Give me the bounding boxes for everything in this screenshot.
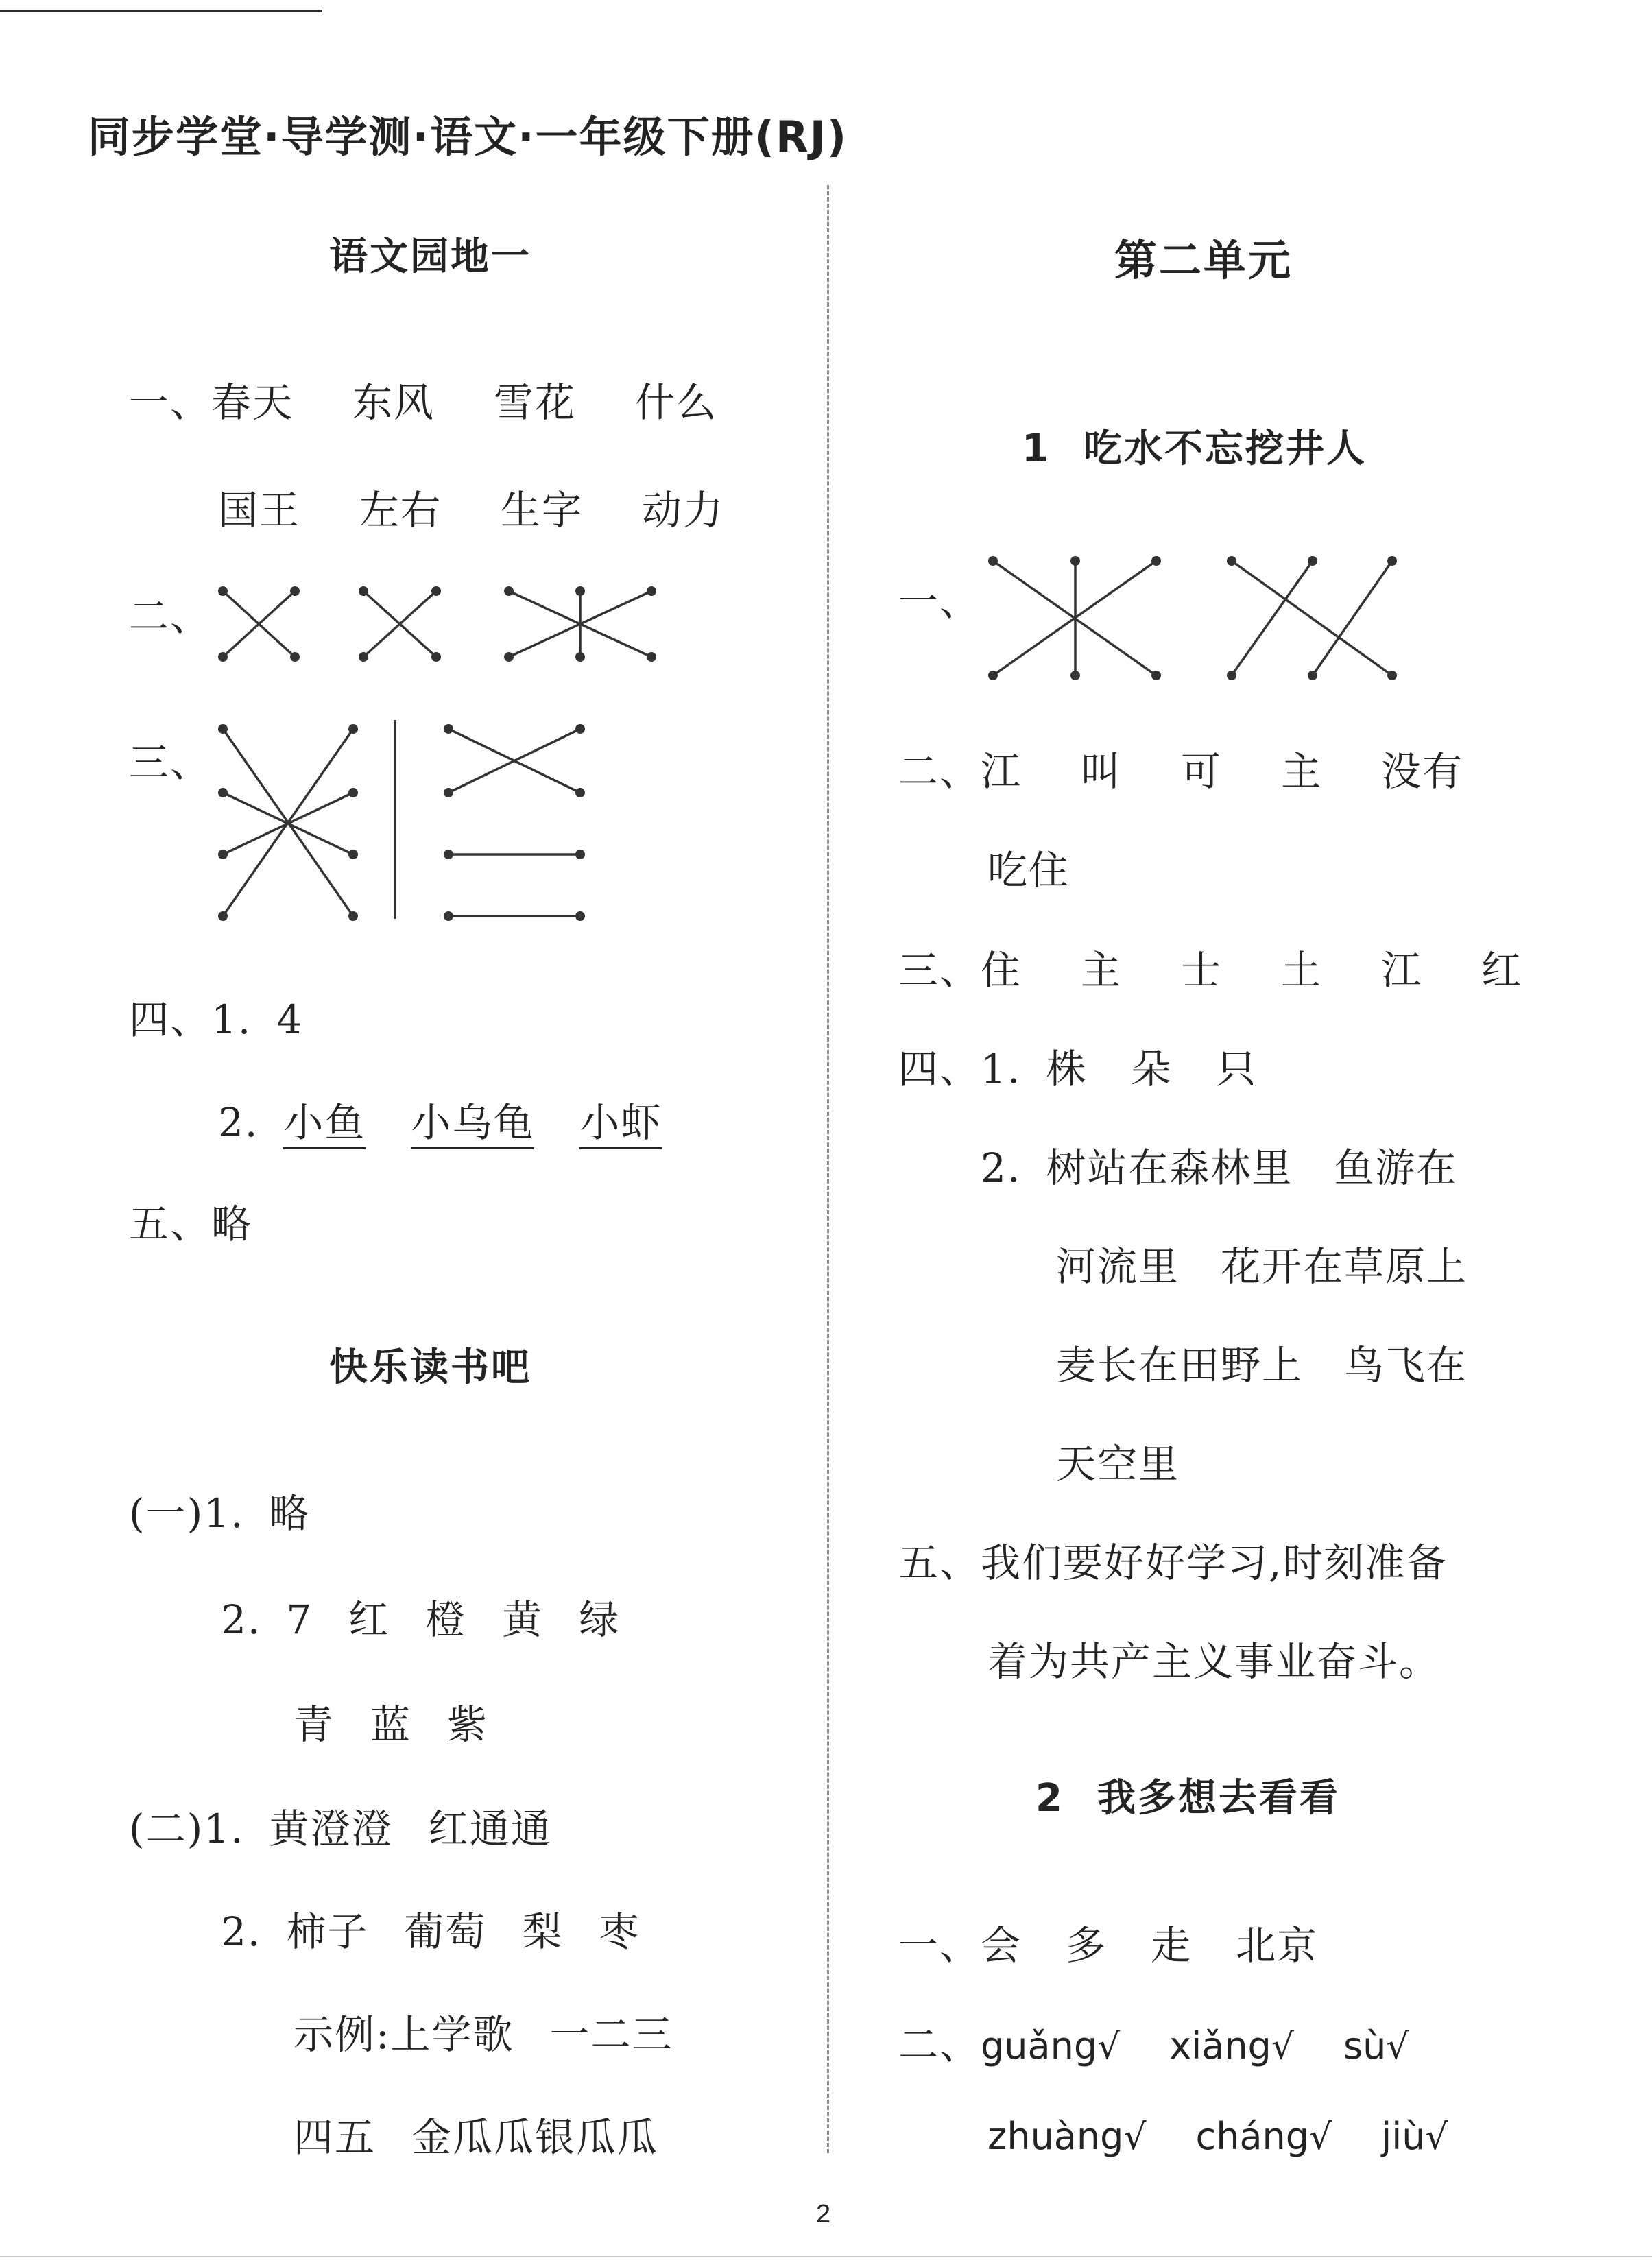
word: 左右	[359, 487, 442, 533]
sentence-line: 树站在森林里 鱼游在	[1046, 1144, 1458, 1191]
underlined-word: 小鱼	[283, 1099, 366, 1149]
part-label: (二)	[129, 1806, 204, 1852]
page-number: 2	[816, 2200, 831, 2229]
item-num: 2.	[221, 1596, 262, 1643]
word: 黄	[502, 1596, 544, 1643]
word: 雪花	[494, 379, 577, 426]
item-num: 1.	[981, 1046, 1022, 1092]
check-icon: √	[1097, 2026, 1122, 2067]
q-label: 三、	[898, 947, 981, 994]
q-label: 二、	[898, 2022, 981, 2068]
check-icon: √	[1386, 2026, 1411, 2067]
q-label: 一、	[129, 379, 212, 426]
underlined-word: 小虾	[579, 1099, 662, 1149]
word: 蓝	[370, 1701, 412, 1748]
answer: 略	[211, 1201, 253, 1247]
lesson2-title	[1036, 1768, 1340, 1823]
l1-q5-line2: 着为共产主义事业奋斗。	[987, 1638, 1441, 1685]
lesson-number: 1	[1022, 427, 1051, 471]
word: 会	[981, 1922, 1022, 1969]
word: 红	[1481, 947, 1523, 994]
word: 走	[1151, 1922, 1193, 1969]
item-num: 1.	[204, 1806, 245, 1852]
q-label: 二、	[898, 748, 981, 795]
section-title-yuwen-yuandi: 语文园地一	[329, 235, 531, 279]
l1-q4-item1	[898, 1037, 1332, 1094]
bottom-rule	[0, 2256, 1652, 2257]
pinyin: jiù	[1381, 2115, 1426, 2158]
word: 没有	[1381, 748, 1464, 795]
word: 什么	[635, 379, 718, 426]
s1-q3-label: 三、	[129, 739, 212, 786]
l2-q2-row2	[987, 2112, 1450, 2159]
word: 葡萄	[404, 1908, 487, 1955]
word: 朵	[1131, 1046, 1173, 1092]
q-label: 五、	[129, 1201, 212, 1247]
word: 只	[1216, 1046, 1258, 1092]
example-text: 示例:上学歌	[294, 2011, 514, 2058]
item-num: 2.	[981, 1144, 1022, 1191]
word: 黄澄澄	[269, 1806, 393, 1852]
item-num: 1.	[211, 996, 252, 1043]
l1-q2-row2: 吃住	[987, 847, 1070, 893]
check-icon: √	[1425, 2117, 1450, 2158]
l1-q3-row1	[898, 938, 1522, 996]
pinyin: cháng	[1195, 2115, 1310, 2158]
pinyin: sù	[1343, 2024, 1387, 2067]
l1-q2-row1	[898, 739, 1463, 797]
lesson-name: 我多想去看看	[1097, 1776, 1340, 1821]
q-label: 四、	[129, 996, 212, 1043]
l1-q5-line1	[898, 1531, 1447, 1588]
pinyin: xiǎng	[1169, 2024, 1271, 2067]
lesson-number: 2	[1036, 1776, 1064, 1821]
pinyin: zhuàng	[987, 2115, 1124, 2158]
item-num: 2.	[221, 1908, 262, 1955]
word: 国王	[218, 487, 301, 533]
word: 江	[981, 748, 1022, 795]
word: 青	[294, 1701, 335, 1748]
word: 7	[286, 1596, 313, 1643]
word: 住	[981, 947, 1022, 994]
example-text: 一二三	[549, 2011, 673, 2058]
part-label: (一)	[129, 1490, 204, 1537]
l2-q2-row1	[898, 2013, 1410, 2070]
pinyin: guǎng	[981, 2024, 1098, 2067]
l1-q4-item2-line4: 天空里	[1056, 1441, 1180, 1487]
check-icon: √	[1123, 2117, 1148, 2158]
example-text: 金瓜瓜银瓜瓜	[411, 2114, 659, 2161]
l1-q4-item2-line3: 麦长在田野上 鸟飞在	[1056, 1342, 1468, 1389]
check-icon: √	[1309, 2117, 1334, 2158]
word: 北京	[1236, 1922, 1319, 1969]
word: 枣	[599, 1908, 641, 1955]
word: 主	[1081, 947, 1123, 994]
q-label: 一、	[898, 1922, 981, 1969]
section-title-kuaile-dushuba: 快乐读书吧	[329, 1345, 531, 1390]
example-text: 四五	[294, 2114, 376, 2161]
word: 紫	[447, 1701, 489, 1748]
word: 士	[1181, 947, 1223, 994]
word: 动力	[642, 487, 725, 533]
word: 江	[1381, 947, 1423, 994]
item-num: 2.	[218, 1099, 259, 1146]
unit-title: 第二单元	[1114, 235, 1293, 285]
sentence-line: 我们要好好学习,时刻准备	[981, 1539, 1448, 1586]
word: 绿	[579, 1596, 621, 1643]
q-label: 五、	[898, 1539, 981, 1586]
l1-q4-item2-line1	[981, 1136, 1457, 1193]
answer: 略	[269, 1490, 311, 1537]
word: 红	[348, 1596, 390, 1643]
item-num: 1.	[204, 1490, 245, 1537]
word: 生字	[501, 487, 584, 533]
l2-q1	[898, 1913, 1318, 1971]
word: 橙	[425, 1596, 467, 1643]
word: 土	[1281, 947, 1323, 994]
l1-q4-item2-line2: 河流里 花开在草原上	[1056, 1243, 1468, 1290]
underlined-word: 小乌龟	[411, 1099, 534, 1149]
q-label: 四、	[898, 1046, 981, 1092]
word: 春天	[211, 379, 294, 426]
word: 株	[1046, 1046, 1088, 1092]
l1-q1-label: 一、	[898, 578, 981, 625]
word: 可	[1181, 748, 1223, 795]
answer: 4	[276, 996, 304, 1043]
page-header: 同步学堂·导学测·语文·一年级下册(RJ)	[88, 112, 848, 162]
word: 主	[1281, 748, 1323, 795]
s1-q2-label: 二、	[129, 593, 212, 640]
word: 多	[1066, 1922, 1108, 1969]
word: 红通通	[428, 1806, 552, 1852]
check-icon: √	[1271, 2026, 1295, 2067]
lesson-name: 吃水不忘挖井人	[1083, 427, 1367, 471]
word: 梨	[522, 1908, 564, 1955]
word: 柿子	[286, 1908, 369, 1955]
word: 叫	[1081, 748, 1123, 795]
word: 东风	[352, 379, 435, 426]
